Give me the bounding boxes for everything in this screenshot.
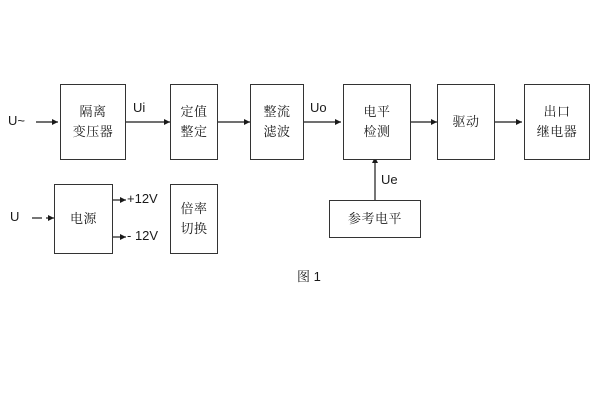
block-isolation-transformer-line2: 变压器 [72, 124, 114, 139]
block-fixed-value-setting-line1: 定值 [180, 103, 208, 119]
block-rectify-filter [250, 84, 304, 160]
block-drive-line1: 驱动 [452, 113, 480, 129]
label-minus-12v: - 12V [127, 228, 159, 243]
block-rectify-filter-line2: 滤波 [263, 124, 291, 139]
block-multiplier-switch [170, 184, 218, 254]
label-input-ac: U~ [8, 113, 25, 128]
block-isolation-transformer-line1: 隔离 [79, 103, 107, 119]
block-multiplier-switch-line2: 切换 [180, 221, 208, 236]
block-output-relay-line1: 出口 [543, 103, 571, 119]
block-multiplier-switch-line1: 倍率 [180, 200, 208, 216]
block-drive [437, 84, 495, 160]
block-level-detection-line2: 检测 [363, 124, 391, 139]
block-power-supply [54, 184, 113, 254]
label-plus-12v: +12V [127, 191, 158, 206]
block-level-detection-line1: 电平 [363, 103, 391, 119]
block-rectify-filter-line1: 整流 [263, 103, 291, 119]
label-uo: Uo [310, 100, 327, 115]
block-output-relay-line2: 继电器 [536, 124, 578, 139]
block-output-relay [524, 84, 590, 160]
block-power-supply-line1: 电源 [69, 210, 97, 226]
block-fixed-value-setting [170, 84, 218, 160]
block-level-detection [343, 84, 411, 160]
block-reference-level [329, 200, 421, 238]
label-input-dc: U [10, 209, 20, 224]
figure-caption: 图 1 [297, 269, 321, 284]
label-ue: Ue [381, 172, 398, 187]
label-ui: Ui [133, 100, 146, 115]
block-isolation-transformer [60, 84, 126, 160]
block-reference-level-line1: 参考电平 [347, 210, 402, 226]
block-fixed-value-setting-line2: 整定 [180, 124, 208, 139]
